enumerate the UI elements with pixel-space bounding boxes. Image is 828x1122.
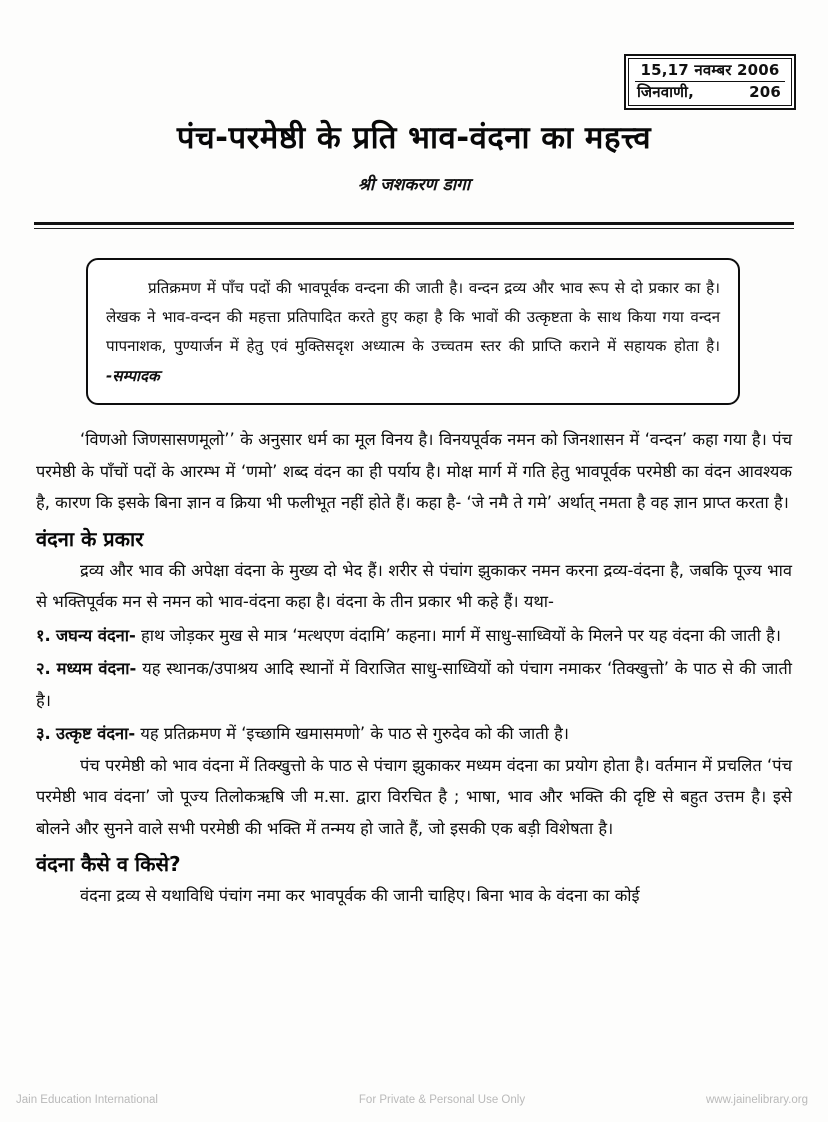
abstract-box <box>86 258 740 405</box>
footer-organization: Jain Education International <box>16 1094 158 1106</box>
page-title: पंच-परमेष्ठी के प्रति भाव-वंदना का महत्त्व <box>176 120 652 156</box>
section-heading-how: वंदना कैसे व किसे? <box>36 852 181 876</box>
divider-thin-line <box>34 228 794 229</box>
journal-name: जिनवाणी, <box>637 82 694 101</box>
list-item-2 <box>36 653 792 716</box>
abstract-paragraph <box>106 274 720 391</box>
list-item-1-text: हाथ जोड़कर मुख से मात्र ‘मत्थएण वंदामि’ कहना। मार्ग में साधु-साध्वियों के मिलने पर यह वंदना की जाती है। <box>135 625 782 645</box>
issue-journal-line <box>635 83 785 102</box>
paragraph-4: वंदना द्रव्य से यथाविधि पंचांग नमा कर भावपूर्वक की जानी चाहिए। बिना भाव के वंदना का कोई <box>80 886 640 905</box>
list-item-1-number: १. <box>36 625 51 645</box>
author-name: श्री जशकरण डागा <box>357 175 471 195</box>
section-heading-types: वंदना के प्रकार <box>36 526 144 551</box>
list-item-2-text: यह स्थानक/उपाश्रय आदि स्थानों में विराजित साधु-साध्वियों को पंचाग नमाकर ‘तिक्खुत्तो’ के पाठ से की जाती है। <box>36 659 792 710</box>
list-item-1-lead: जघन्य वंदना- <box>55 625 136 645</box>
divider-thick-line <box>34 222 794 225</box>
list-item-3-number: ३. <box>36 724 51 743</box>
list-item-3 <box>36 718 792 750</box>
list-item <box>36 620 792 652</box>
list-item-2-lead: मध्यम वंदना- <box>56 659 137 678</box>
footer-website[interactable]: www.jainelibrary.org <box>705 1094 808 1106</box>
article-body <box>36 424 792 912</box>
paragraph-3: पंच परमेष्ठी को भाव वंदना में तिक्खुत्तो के पाठ से पंचाग झुकाकर मध्यम वंदना का प्रयोग होता है। वर्तमान में प्रचलित ‘पंच परमेष्ठी भाव वंदना’ जो पूज्य तिलोकऋषि जी म.सा. द्वारा विरचित है ; भाषा, भाव और भक्ति की दृष्टि से बहुत उत्तम है। इसे बोलने और सुनने वाले सभी परमेष्ठी की भक्ति में तन्मय हो जाते हैं, जो इसकी एक बड़ी विशेषता है। <box>36 755 792 838</box>
footer-usage-notice: For Private & Personal Use Only <box>358 1094 526 1106</box>
list-item-3-text: यह प्रतिक्रमण में ‘इच्छामि खमासमणो’ के पाठ से गुरुदेव को की जाती है। <box>135 724 569 743</box>
issue-info-inner <box>628 58 792 106</box>
list-item-2-number: २. <box>36 659 51 678</box>
list-item <box>36 718 792 750</box>
paragraph-2: द्रव्य और भाव की अपेक्षा वंदना के मुख्य दो भेद हैं। शरीर से पंचांग झुकाकर नमन करना द्रव्य-वंदना है, जबकि पूज्य भाव से भक्तिपूर्वक मन से नमन को भाव-वंदना कहा है। वंदना के तीन प्रकार भी कहे हैं। यथा- <box>36 560 792 611</box>
issue-date-line <box>635 61 785 82</box>
list-item-3-lead: उत्कृष्ट वंदना- <box>55 724 136 743</box>
paragraph-1: ‘विणओ जिणसासणमूलो’’ के अनुसार धर्म का मूल विनय है। विनयपूर्वक नमन को जिनशासन में ‘वन्दन’ कहा गया है। पंच परमेष्ठी के पाँचों पदों के आरम्भ में ‘णमो’ शब्द वंदन का ही पर्याय है। मोक्ष मार्ग में गति हेतु भावपूर्वक परमेष्ठी का वंदन आवश्यक है, कारण कि इसके बिना ज्ञान व क्रिया भी फलीभूत नहीं होते हैं। कहा है- ‘जे नमै ते गमे’ अर्थात् नमता है वह ज्ञान प्राप्त करता है। <box>36 430 792 512</box>
page-number: 206 <box>749 82 781 101</box>
issue-info-box <box>624 54 796 110</box>
issue-date: 15,17 नवम्बर 2006 <box>640 61 780 79</box>
list-item-1 <box>36 620 792 652</box>
list-item <box>36 653 792 716</box>
abstract-text: प्रतिक्रमण में पाँच पदों की भावपूर्वक वन्दना की जाती है। वन्दन द्रव्य और भाव रूप से दो प्रकार का है। लेखक ने भाव-वन्दन की महत्ता प्रतिपादित करते हुए कहा है कि भावों की उत्कृष्टता के साथ किया गया वन्दन पापनाशक, पुण्यार्जन में हेतु एवं मुक्तिसदृश अध्यात्म के उच्चतम स्तर की प्राप्ति कराने में सहायक होता है। <box>106 279 720 356</box>
page-footer <box>0 1094 828 1106</box>
editor-attribution: -सम्पादक <box>106 366 160 385</box>
header-divider <box>34 222 794 229</box>
